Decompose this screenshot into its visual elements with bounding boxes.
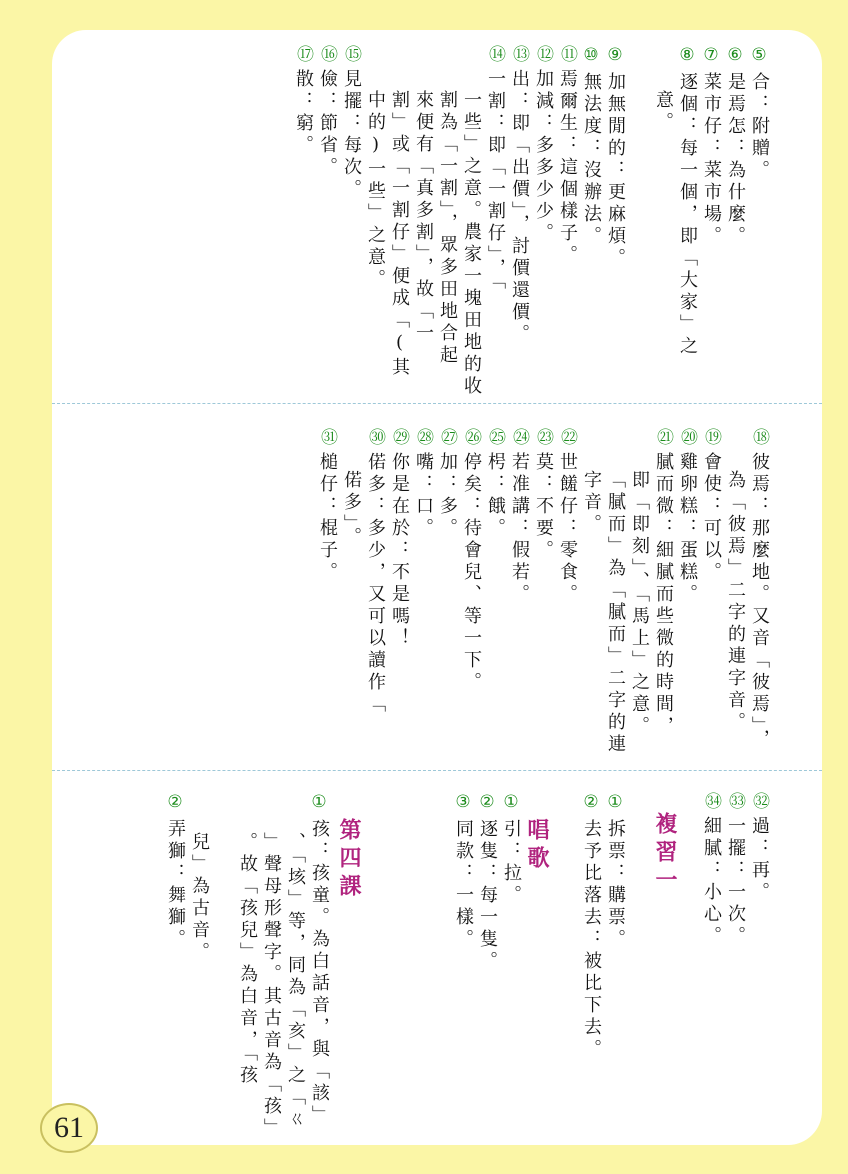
note-text: 你是在於：不是嗎！	[389, 452, 410, 650]
note-text: 出：即「出價」，討價還價。	[509, 69, 530, 346]
note-column	[652, 90, 674, 134]
note-number: ⑪	[557, 45, 577, 66]
note-column	[260, 832, 282, 1140]
note-text: 同款：一樣。	[453, 819, 474, 951]
note-number: ⑱	[749, 428, 769, 449]
note-number: ⑫	[533, 45, 553, 66]
note-column	[676, 45, 698, 358]
note-column	[308, 792, 330, 1127]
note-text: 引：拉。	[501, 819, 522, 907]
note-number: ㉘	[413, 428, 433, 449]
note-number: ⑮	[341, 45, 361, 66]
note-text: 過：再。	[749, 816, 770, 904]
note-number: ㉙	[389, 428, 409, 449]
note-text: 弄獅：舞獅。	[165, 819, 186, 951]
note-number: ⑥	[725, 45, 745, 69]
note-number: ⑭	[485, 45, 505, 66]
note-number: ⑩	[581, 45, 601, 69]
note-text: 「膩而」為「膩而」二字的連	[605, 470, 626, 756]
note-column	[724, 792, 746, 948]
section-divider-1	[52, 403, 822, 404]
section-heading: 第四課	[336, 818, 362, 902]
note-text: 一擺：一次。	[725, 816, 746, 948]
section-heading: 複習一	[652, 812, 678, 896]
note-text: 嘴：口。	[413, 452, 434, 540]
note-text: 細膩：小心。	[701, 816, 722, 948]
note-column	[316, 428, 338, 584]
note-text: 。故「孩兒」為白音，「孩	[237, 832, 258, 1087]
note-text: 停矣：待會兒、等一下。	[461, 452, 482, 694]
note-number: ㉔	[509, 428, 529, 449]
note-column	[284, 832, 306, 1131]
note-number: ⑨	[605, 45, 625, 69]
note-number: ㉖	[461, 428, 481, 449]
note-text: 逐隻：每一隻。	[477, 819, 498, 973]
note-column	[340, 470, 362, 549]
note-number: ㉕	[485, 428, 505, 449]
note-column	[508, 45, 530, 346]
note-number: ③	[453, 792, 473, 816]
note-number: ⑯	[317, 45, 337, 66]
note-column	[628, 470, 650, 738]
note-column	[500, 792, 522, 907]
note-column	[580, 45, 602, 248]
note-number: ⑳	[677, 428, 697, 449]
note-number: ㉒	[557, 428, 577, 449]
note-text: 見擺：每次。	[341, 69, 362, 201]
note-column	[532, 428, 554, 562]
note-number: ①	[605, 792, 625, 816]
note-column	[484, 428, 506, 540]
note-column	[364, 428, 386, 716]
note-column	[412, 90, 434, 345]
note-text: 」聲母形聲字。其古音為「孩」	[261, 832, 282, 1140]
note-column	[388, 428, 410, 650]
note-column	[748, 45, 770, 182]
note-number: ①	[309, 792, 329, 816]
note-number: ②	[477, 792, 497, 816]
page-number: 61	[40, 1103, 98, 1153]
note-text: 孩：孩童。為白話音，與「該」	[309, 819, 330, 1127]
note-column	[604, 470, 626, 756]
note-column	[484, 45, 506, 293]
note-number: ㉞	[701, 792, 721, 813]
note-column	[604, 792, 626, 951]
note-text: 槌仔：棍子。	[317, 452, 338, 584]
note-text: 菜市仔：菜市場。	[701, 72, 722, 248]
note-text: 枵：餓。	[485, 452, 506, 540]
note-text: 雞卵糕：蛋糕。	[677, 452, 698, 606]
note-text: 一些」之意。農家一塊田地的收	[461, 90, 482, 398]
note-column	[316, 45, 338, 179]
note-number: ⑧	[677, 45, 697, 69]
note-column	[700, 792, 722, 948]
note-text: 是焉怎：為什麼。	[725, 72, 746, 248]
note-column	[556, 45, 578, 267]
note-column	[340, 45, 362, 201]
note-number: ⑲	[701, 428, 721, 449]
note-text: 加：多。	[437, 452, 458, 540]
note-text: 為「彼焉」二字的連字音。	[725, 470, 746, 734]
note-column	[556, 428, 578, 606]
note-text: 即「即刻」、「馬上」之意。	[629, 470, 650, 738]
note-column	[700, 428, 722, 584]
note-text: 加無閒的：更麻煩。	[605, 72, 626, 270]
note-column	[604, 45, 626, 270]
note-text: 字音。	[581, 470, 602, 536]
note-column	[724, 45, 746, 248]
note-number: ⑬	[509, 45, 529, 66]
note-text: 若准講：假若。	[509, 452, 530, 606]
note-number: ②	[165, 792, 185, 816]
note-text: 焉爾生：這個樣子。	[557, 69, 578, 267]
note-text: 來便有「真多割」，故「一	[413, 90, 434, 345]
note-text: 拆票：購票。	[605, 819, 626, 951]
note-text: 散：窮。	[293, 69, 314, 157]
note-column	[700, 45, 722, 248]
note-column	[188, 832, 210, 964]
note-column	[452, 792, 474, 951]
note-number: ⑤	[749, 45, 769, 69]
note-number: ㉑	[653, 428, 673, 449]
note-number: ㉚	[365, 428, 385, 449]
note-column	[724, 470, 746, 734]
note-number: ⑰	[293, 45, 313, 66]
note-text: 兒」為古音。	[189, 832, 210, 964]
note-text: 逐個：每一個，即「大家」之	[677, 72, 698, 358]
note-text: 膩而微：細膩而些微的時間，	[653, 452, 674, 738]
note-text: 加減：多多少少。	[533, 69, 554, 245]
note-column	[236, 832, 258, 1087]
note-text: 無法度：沒辦法。	[581, 72, 602, 248]
section-divider-2	[52, 770, 822, 771]
note-number: ㉝	[725, 792, 745, 813]
note-text: 合：附贈。	[749, 72, 770, 182]
note-column	[652, 428, 674, 738]
note-column	[436, 428, 458, 540]
note-text: 、「垓」等，同為「亥」之「ㄍ	[285, 832, 306, 1131]
note-text: 偌多：多少，又可以讀作「	[365, 452, 386, 716]
note-column	[508, 428, 530, 606]
note-column	[748, 792, 770, 904]
note-number: ②	[581, 792, 601, 816]
note-text: 割」或「一割仔」便成「(其	[389, 90, 410, 379]
note-column	[436, 90, 458, 367]
note-column	[164, 792, 186, 951]
note-column	[532, 45, 554, 245]
note-text: 意。	[653, 90, 674, 134]
note-text: 去予比落去：被比下去。	[581, 819, 602, 1061]
note-column	[460, 90, 482, 398]
note-column	[476, 792, 498, 973]
note-column	[364, 90, 386, 291]
note-column	[388, 90, 410, 379]
note-text: 會使：可以。	[701, 452, 722, 584]
note-number: ㉛	[317, 428, 337, 449]
note-number: ㉗	[437, 428, 457, 449]
note-number: ㉓	[533, 428, 553, 449]
note-number: ⑦	[701, 45, 721, 69]
note-column	[460, 428, 482, 694]
note-text: 世饈仔：零食。	[557, 452, 578, 606]
note-number: ①	[501, 792, 521, 816]
note-column	[580, 470, 602, 536]
section-heading: 唱歌	[524, 818, 550, 874]
note-column	[676, 428, 698, 606]
note-text: 中的)一些」之意。	[365, 90, 386, 291]
note-text: 偌多」。	[341, 470, 362, 549]
note-number: ㉜	[749, 792, 769, 813]
note-text: 彼焉：那麼地。又音「彼焉」，	[749, 452, 770, 751]
note-column	[580, 792, 602, 1061]
note-text: 莫：不要。	[533, 452, 554, 562]
note-column	[292, 45, 314, 157]
note-column	[412, 428, 434, 540]
note-text: 割為「一割」，眾多田地合起	[437, 90, 458, 367]
note-text: 一割：即「一割仔」，「	[485, 69, 506, 293]
note-text: 儉：節省。	[317, 69, 338, 179]
note-column	[748, 428, 770, 751]
